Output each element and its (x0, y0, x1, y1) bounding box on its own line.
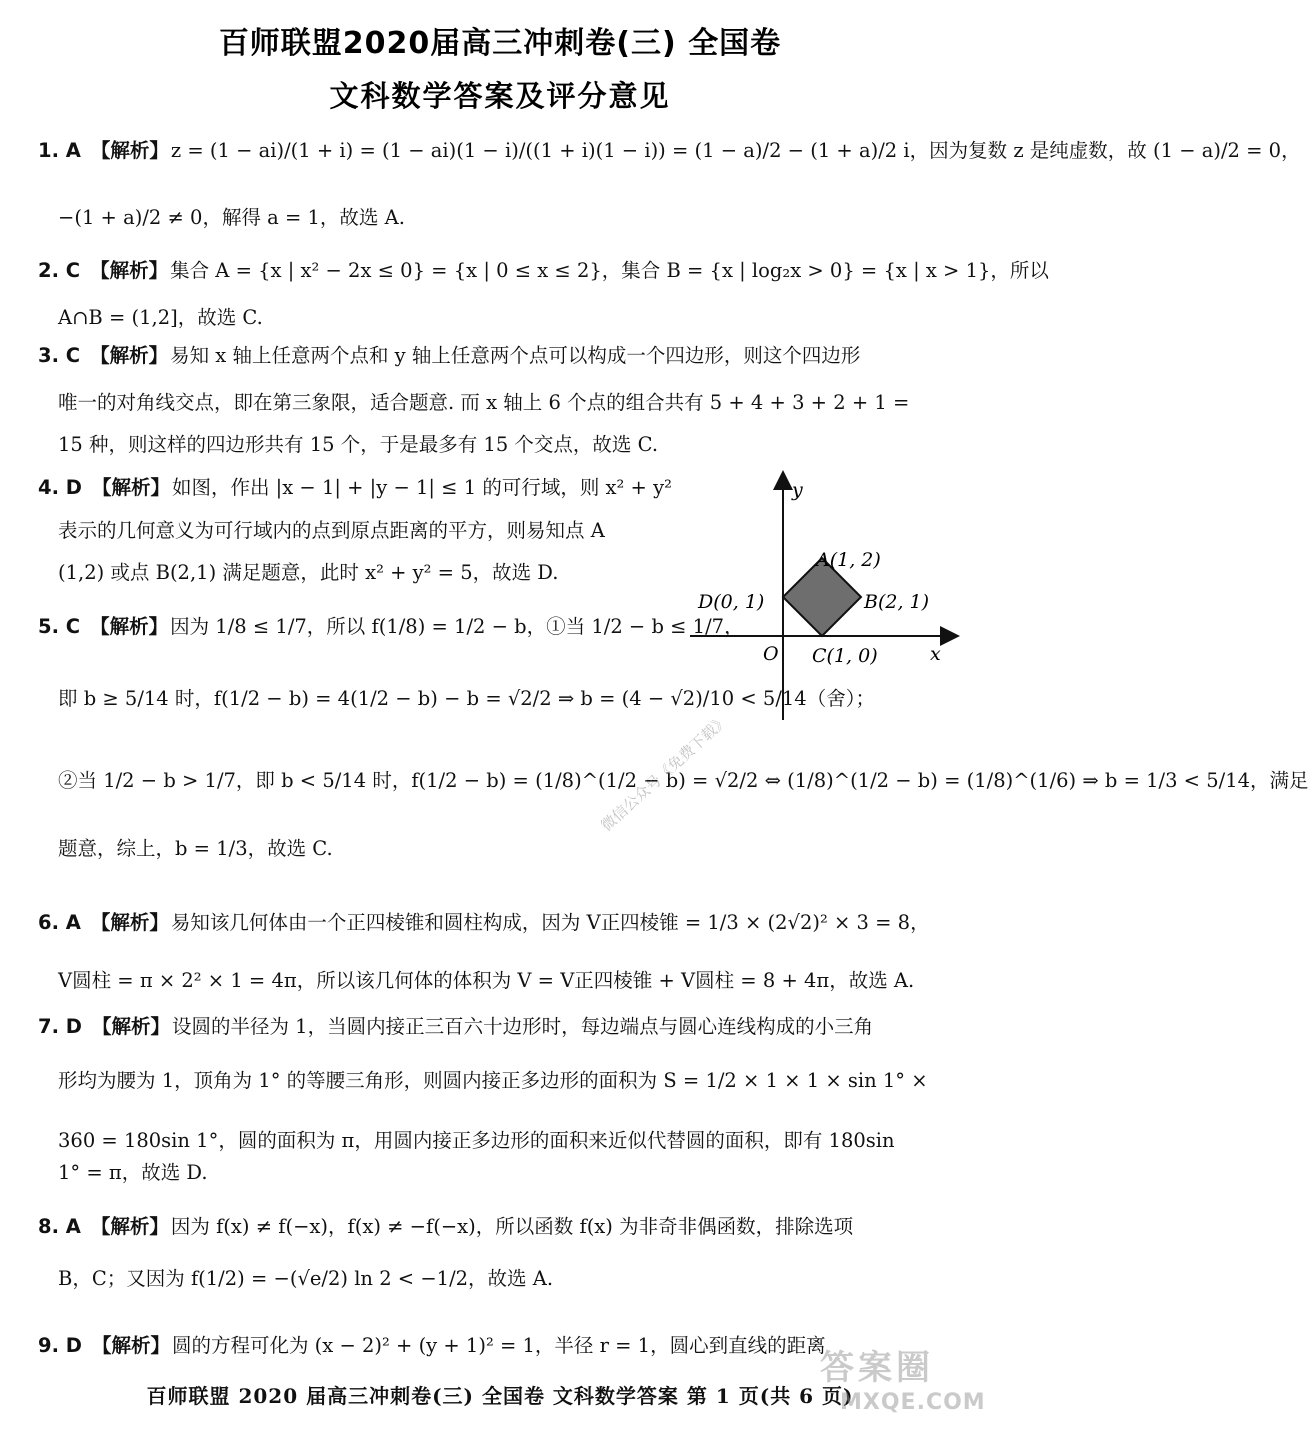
analysis-tag: 【解析】 (91, 1334, 170, 1357)
watermark-diagonal: 微信公众号《免费下载》 (597, 711, 733, 835)
question-number: 3. C (38, 344, 81, 367)
y-axis-label: y (792, 479, 803, 501)
question-number: 8. A (38, 1215, 81, 1238)
answer-line (58, 768, 1309, 794)
page-title: 百师联盟2020届高三冲刺卷(三) 全国卷 (218, 26, 782, 61)
answer-line (58, 1266, 958, 1292)
line-text: 1° = π，故选 D. (58, 1161, 208, 1184)
line-text: −(1 + a)/2 ≠ 0，解得 a = 1，故选 A. (58, 206, 405, 229)
question-number: 9. D (38, 1334, 82, 1357)
answer-line (58, 836, 958, 862)
answer-line (58, 518, 688, 544)
line-text: 即 b ≥ 5/14 时，f(1/2 − b) = 4(1/2 − b) − b = √2/2 ⇒ b = (4 − √2)/10 < 5/14（舍）； (58, 687, 875, 710)
question-number: 5. C (38, 615, 81, 638)
analysis-tag: 【解析】 (90, 259, 169, 282)
point-c-label: C(1, 0) (812, 645, 878, 667)
answer-line (58, 205, 958, 231)
line-text: (1,2) 或点 B(2,1) 满足题意，此时 x² + y² = 5，故选 D. (58, 561, 559, 584)
line-text: ②当 1/2 − b > 1/7，即 b < 5/14 时，f(1/2 − b) = (1/8)^(1/2 − b) = √2/2 ⇔ (1/8)^(1/2 − b) = (1/8)^(1/6) ⇒ b = 1/3 < 5/14，满足 (58, 769, 1309, 792)
answer-line (58, 560, 688, 586)
answer-line (58, 305, 958, 331)
point-b-label: B(2, 1) (864, 591, 930, 613)
line-text: 15 种，则这样的四边形共有 15 个，于是最多有 15 个交点，故选 C. (58, 433, 659, 456)
feasible-region-figure (688, 468, 958, 728)
line-text: 易知 x 轴上任意两个点和 y 轴上任意两个点可以构成一个四边形，则这个四边形 (170, 344, 861, 367)
line-text: 易知该几何体由一个正四棱锥和圆柱构成，因为 V正四棱锥 = 1/3 × (2√2)² × 3 = 8， (170, 911, 930, 934)
question-number: 1. A (38, 139, 81, 162)
line-text: 因为 1/8 ≤ 1/7，所以 f(1/8) = 1/2 − b，①当 1/2 − b ≤ 1/7， (170, 615, 744, 638)
analysis-tag: 【解析】 (90, 139, 169, 162)
line-text: B，C；又因为 f(1/2) = −(√e/2) ln 2 < −1/2，故选 A. (58, 1267, 554, 1290)
line-text: 圆的方程可化为 (x − 2)² + (y + 1)² = 1，半径 r = 1，圆心到直线的距离 (171, 1334, 826, 1357)
question-number: 6. A (38, 911, 81, 934)
answer-line (58, 1160, 958, 1186)
line-text: z = (1 − ai)/(1 + i) = (1 − ai)(1 − i)/((1 + i)(1 − i)) = (1 − a)/2 − (1 + a)/2 i，因为复数 z 是纯虚数，故 (1 − a)/2 = 0， (170, 139, 1301, 162)
question-number: 4. D (38, 476, 82, 499)
origin-label: O (763, 643, 779, 665)
analysis-tag: 【解析】 (91, 476, 170, 499)
line-text: 设圆的半径为 1，当圆内接正三百六十边形时，每边端点与圆心连线构成的小三角 (171, 1015, 874, 1038)
line-text: 表示的几何意义为可行域内的点到原点距离的平方，则易知点 A (58, 519, 605, 542)
answer-line (38, 475, 688, 501)
line-text: V圆柱 = π × 2² × 1 = 4π，所以该几何体的体积为 V = V正四棱锥 + V圆柱 = 8 + 4π，故选 A. (58, 969, 915, 992)
answer-line (58, 968, 958, 994)
line-text: 唯一的对角线交点，即在第三象限，适合题意. 而 x 轴上 6 个点的组合共有 5 + 4 + 3 + 2 + 1 = (58, 391, 910, 414)
line-text: 因为 f(x) ≠ f(−x)，f(x) ≠ −f(−x)，所以函数 f(x) 为非奇非偶函数，排除选项 (170, 1215, 854, 1238)
analysis-tag: 【解析】 (90, 344, 169, 367)
answer-line (38, 910, 958, 936)
answer-line (58, 1068, 958, 1094)
answer-line (58, 1128, 958, 1154)
line-text: 题意，综上，b = 1/3，故选 C. (58, 837, 333, 860)
line-text: 360 = 180sin 1°，圆的面积为 π，用圆内接正多边形的面积来近似代替圆的面积，即有 180sin (58, 1129, 895, 1152)
answer-line (58, 390, 958, 416)
analysis-tag: 【解析】 (90, 615, 169, 638)
line-text: 形均为腰为 1，顶角为 1° 的等腰三角形，则圆内接正多边形的面积为 S = 1/2 × 1 × 1 × sin 1° × (58, 1069, 928, 1092)
answer-line (38, 258, 1049, 284)
answer-line (38, 138, 1301, 164)
watermark-url: MXQE.COM (840, 1390, 986, 1415)
line-text: 集合 A = {x | x² − 2x ≤ 0} = {x | 0 ≤ x ≤ 2}，集合 B = {x | log₂x > 0} = {x | x > 1}，所以 (170, 259, 1049, 282)
watermark-logo (820, 1340, 990, 1425)
line-text: A∩B = (1,2]，故选 C. (58, 306, 263, 329)
point-a-label: A(1, 2) (816, 549, 881, 571)
analysis-tag: 【解析】 (90, 911, 169, 934)
x-axis-label: x (930, 643, 941, 665)
answer-line (38, 614, 744, 640)
point-d-label: D(0, 1) (698, 591, 765, 613)
answer-line (38, 1014, 958, 1040)
answer-line (38, 1214, 958, 1240)
line-text: 如图，作出 |x − 1| + |y − 1| ≤ 1 的可行域，则 x² + y² (171, 476, 672, 499)
answer-line (38, 343, 958, 369)
question-number: 2. C (38, 259, 81, 282)
analysis-tag: 【解析】 (90, 1215, 169, 1238)
analysis-tag: 【解析】 (91, 1015, 170, 1038)
question-number: 7. D (38, 1015, 82, 1038)
answer-line (58, 432, 958, 458)
watermark-logo-text: 答案圈 (820, 1348, 934, 1388)
answer-line (58, 686, 875, 712)
page-footer: 百师联盟 2020 届高三冲刺卷(三) 全国卷 文科数学答案 第 1 页(共 6 页) (146, 1384, 854, 1408)
page-subtitle: 文科数学答案及评分意见 (329, 79, 671, 113)
